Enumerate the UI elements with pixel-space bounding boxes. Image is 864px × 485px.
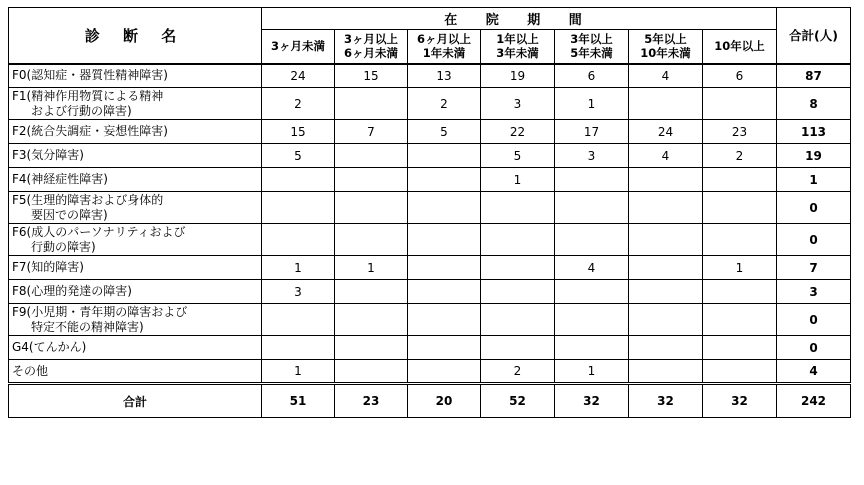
- value-cell: [335, 88, 408, 120]
- period-column-label-line2: 3年未満: [496, 46, 539, 61]
- value-cell: [335, 336, 408, 360]
- table-row: [9, 168, 851, 192]
- diagnosis-label-line2: 要因での障害): [31, 207, 108, 222]
- diagnosis-label-line1: F3(気分障害): [12, 148, 84, 162]
- diagnosis-cell: [9, 192, 262, 224]
- diagnosis-label-line1: F2(統合失調症・妄想性障害): [12, 124, 168, 138]
- value-cell: [629, 304, 703, 336]
- diagnosis-label-line1: F7(知的障害): [12, 260, 84, 274]
- value-cell: 1: [335, 256, 408, 280]
- value-cell: [555, 280, 629, 304]
- value-cell: 1: [703, 256, 777, 280]
- value-cell: [335, 360, 408, 384]
- value-cell: [703, 280, 777, 304]
- value-cell: [262, 304, 335, 336]
- value-cell: 15: [335, 64, 408, 88]
- value-cell: [335, 192, 408, 224]
- value-cell: [335, 168, 408, 192]
- value-cell: [629, 224, 703, 256]
- value-cell: [408, 360, 481, 384]
- value-cell: [481, 304, 555, 336]
- value-cell: [703, 88, 777, 120]
- value-cell: [629, 360, 703, 384]
- diagnosis-label-line2: および行動の障害): [31, 103, 132, 118]
- diagnosis-cell: [9, 168, 262, 192]
- value-cell: [481, 192, 555, 224]
- value-cell: 3: [262, 280, 335, 304]
- diagnosis-label-line1: F6(成人のパーソナリティおよび: [12, 224, 186, 239]
- period-column-label-line1: 3年以上: [570, 32, 613, 47]
- table-row: [9, 280, 851, 304]
- table-body: [9, 64, 851, 418]
- period-column-header: [481, 30, 555, 64]
- value-cell: [335, 304, 408, 336]
- value-cell: [703, 336, 777, 360]
- diagnosis-label-line2: 特定不能の精神障害): [31, 319, 144, 334]
- period-column-header: [262, 30, 335, 64]
- row-total-cell: 0: [777, 304, 851, 336]
- value-cell: [335, 144, 408, 168]
- value-cell: [408, 280, 481, 304]
- value-cell: 13: [408, 64, 481, 88]
- value-cell: 4: [629, 144, 703, 168]
- value-cell: 15: [262, 120, 335, 144]
- value-cell: [629, 168, 703, 192]
- value-cell: [481, 224, 555, 256]
- period-column-header: [629, 30, 703, 64]
- diagnosis-label-line1: その他: [12, 363, 49, 378]
- table-row: [9, 88, 851, 120]
- value-cell: 1: [262, 360, 335, 384]
- table-row: [9, 120, 851, 144]
- sum-value-cell: 23: [335, 384, 408, 418]
- value-cell: 19: [481, 64, 555, 88]
- value-cell: [629, 192, 703, 224]
- grand-total-cell: 242: [777, 384, 851, 418]
- header-period: 在 院 期 間: [262, 8, 777, 30]
- diagnosis-cell: [9, 336, 262, 360]
- period-column-label-line1: 5年以上: [644, 32, 687, 47]
- row-total-cell: 7: [777, 256, 851, 280]
- sum-value-cell: 32: [629, 384, 703, 418]
- value-cell: [703, 168, 777, 192]
- row-total-cell: 113: [777, 120, 851, 144]
- value-cell: [703, 360, 777, 384]
- value-cell: [555, 304, 629, 336]
- period-column-label-line2: 5年未満: [570, 46, 613, 61]
- diagnosis-cell: [9, 64, 262, 88]
- period-column-label-line1: 3ヶ月未満: [270, 39, 325, 54]
- value-cell: [408, 304, 481, 336]
- row-total-cell: 19: [777, 144, 851, 168]
- value-cell: [408, 336, 481, 360]
- row-total-cell: 1: [777, 168, 851, 192]
- table-row: [9, 224, 851, 256]
- value-cell: 5: [408, 120, 481, 144]
- row-total-cell: 3: [777, 280, 851, 304]
- inpatient-period-table: [8, 7, 851, 418]
- table-row: [9, 304, 851, 336]
- value-cell: [335, 280, 408, 304]
- value-cell: [629, 280, 703, 304]
- table-row: [9, 64, 851, 88]
- value-cell: [335, 224, 408, 256]
- value-cell: 1: [262, 256, 335, 280]
- row-total-cell: 0: [777, 192, 851, 224]
- value-cell: [703, 224, 777, 256]
- value-cell: 3: [481, 88, 555, 120]
- diagnosis-cell: [9, 256, 262, 280]
- value-cell: [262, 336, 335, 360]
- value-cell: [703, 304, 777, 336]
- diagnosis-label-line1: F5(生理的障害および身体的: [12, 192, 164, 207]
- value-cell: [703, 192, 777, 224]
- value-cell: 2: [262, 88, 335, 120]
- diagnosis-label-line1: F1(精神作用物質による精神: [12, 88, 164, 103]
- value-cell: 23: [703, 120, 777, 144]
- period-column-header: [703, 30, 777, 64]
- value-cell: 5: [262, 144, 335, 168]
- sum-value-cell: 20: [408, 384, 481, 418]
- period-column-label-line2: 1年未満: [422, 46, 466, 61]
- value-cell: 3: [555, 144, 629, 168]
- value-cell: [408, 224, 481, 256]
- value-cell: [408, 256, 481, 280]
- value-cell: [629, 88, 703, 120]
- value-cell: [555, 192, 629, 224]
- value-cell: [481, 256, 555, 280]
- value-cell: [555, 224, 629, 256]
- row-total-cell: 0: [777, 224, 851, 256]
- row-total-cell: 8: [777, 88, 851, 120]
- diagnosis-cell: [9, 224, 262, 256]
- period-column-header: [408, 30, 481, 64]
- period-column-label-line1: 10年以上: [714, 39, 765, 54]
- sum-value-cell: 32: [703, 384, 777, 418]
- value-cell: 5: [481, 144, 555, 168]
- header-total: 合計(人): [777, 8, 851, 64]
- value-cell: 7: [335, 120, 408, 144]
- value-cell: [481, 336, 555, 360]
- diagnosis-label-line1: G4(てんかん): [12, 340, 87, 354]
- value-cell: 1: [555, 88, 629, 120]
- inpatient-period-table-container: [8, 7, 851, 418]
- value-cell: 17: [555, 120, 629, 144]
- header-diagnosis: 診 断 名: [9, 8, 262, 64]
- sum-value-cell: 32: [555, 384, 629, 418]
- value-cell: [408, 168, 481, 192]
- value-cell: [629, 336, 703, 360]
- value-cell: 24: [262, 64, 335, 88]
- sum-row: [9, 384, 851, 418]
- diagnosis-cell: [9, 304, 262, 336]
- value-cell: [262, 224, 335, 256]
- value-cell: 2: [408, 88, 481, 120]
- sum-value-cell: 51: [262, 384, 335, 418]
- diagnosis-cell: [9, 360, 262, 384]
- value-cell: [481, 280, 555, 304]
- diagnosis-label-line1: F9(小児期・青年期の障害および: [12, 304, 188, 319]
- period-column-label-line2: 10年未満: [640, 46, 691, 61]
- value-cell: 24: [629, 120, 703, 144]
- value-cell: 4: [629, 64, 703, 88]
- diagnosis-label-line1: F4(神経症性障害): [12, 172, 108, 186]
- diagnosis-label-line1: F8(心理的発達の障害): [12, 284, 132, 298]
- value-cell: 1: [555, 360, 629, 384]
- table-row: [9, 256, 851, 280]
- diagnosis-cell: [9, 120, 262, 144]
- diagnosis-cell: [9, 88, 262, 120]
- period-column-label-line2: 6ヶ月未満: [343, 46, 398, 61]
- value-cell: [555, 168, 629, 192]
- period-column-label-line1: 6ヶ月以上: [416, 32, 471, 47]
- period-column-header: [335, 30, 408, 64]
- period-column-header: [555, 30, 629, 64]
- sum-value-cell: 52: [481, 384, 555, 418]
- sum-label-cell: 合計: [9, 384, 262, 418]
- period-column-label-line1: 3ヶ月以上: [343, 32, 398, 47]
- value-cell: 6: [555, 64, 629, 88]
- table-row: [9, 144, 851, 168]
- value-cell: 1: [481, 168, 555, 192]
- table-row: [9, 336, 851, 360]
- diagnosis-cell: [9, 144, 262, 168]
- value-cell: [408, 144, 481, 168]
- diagnosis-label-line2: 行動の障害): [31, 239, 96, 254]
- value-cell: 22: [481, 120, 555, 144]
- row-total-cell: 87: [777, 64, 851, 88]
- row-total-cell: 4: [777, 360, 851, 384]
- diagnosis-cell: [9, 280, 262, 304]
- table-row: [9, 192, 851, 224]
- value-cell: [262, 168, 335, 192]
- value-cell: [262, 192, 335, 224]
- value-cell: 2: [703, 144, 777, 168]
- value-cell: 2: [481, 360, 555, 384]
- diagnosis-label-line1: F0(認知症・器質性精神障害): [12, 68, 168, 83]
- value-cell: [408, 192, 481, 224]
- row-total-cell: 0: [777, 336, 851, 360]
- value-cell: [555, 336, 629, 360]
- period-column-label-line1: 1年以上: [496, 32, 539, 47]
- value-cell: 4: [555, 256, 629, 280]
- value-cell: [629, 256, 703, 280]
- table-row: [9, 360, 851, 384]
- value-cell: 6: [703, 64, 777, 88]
